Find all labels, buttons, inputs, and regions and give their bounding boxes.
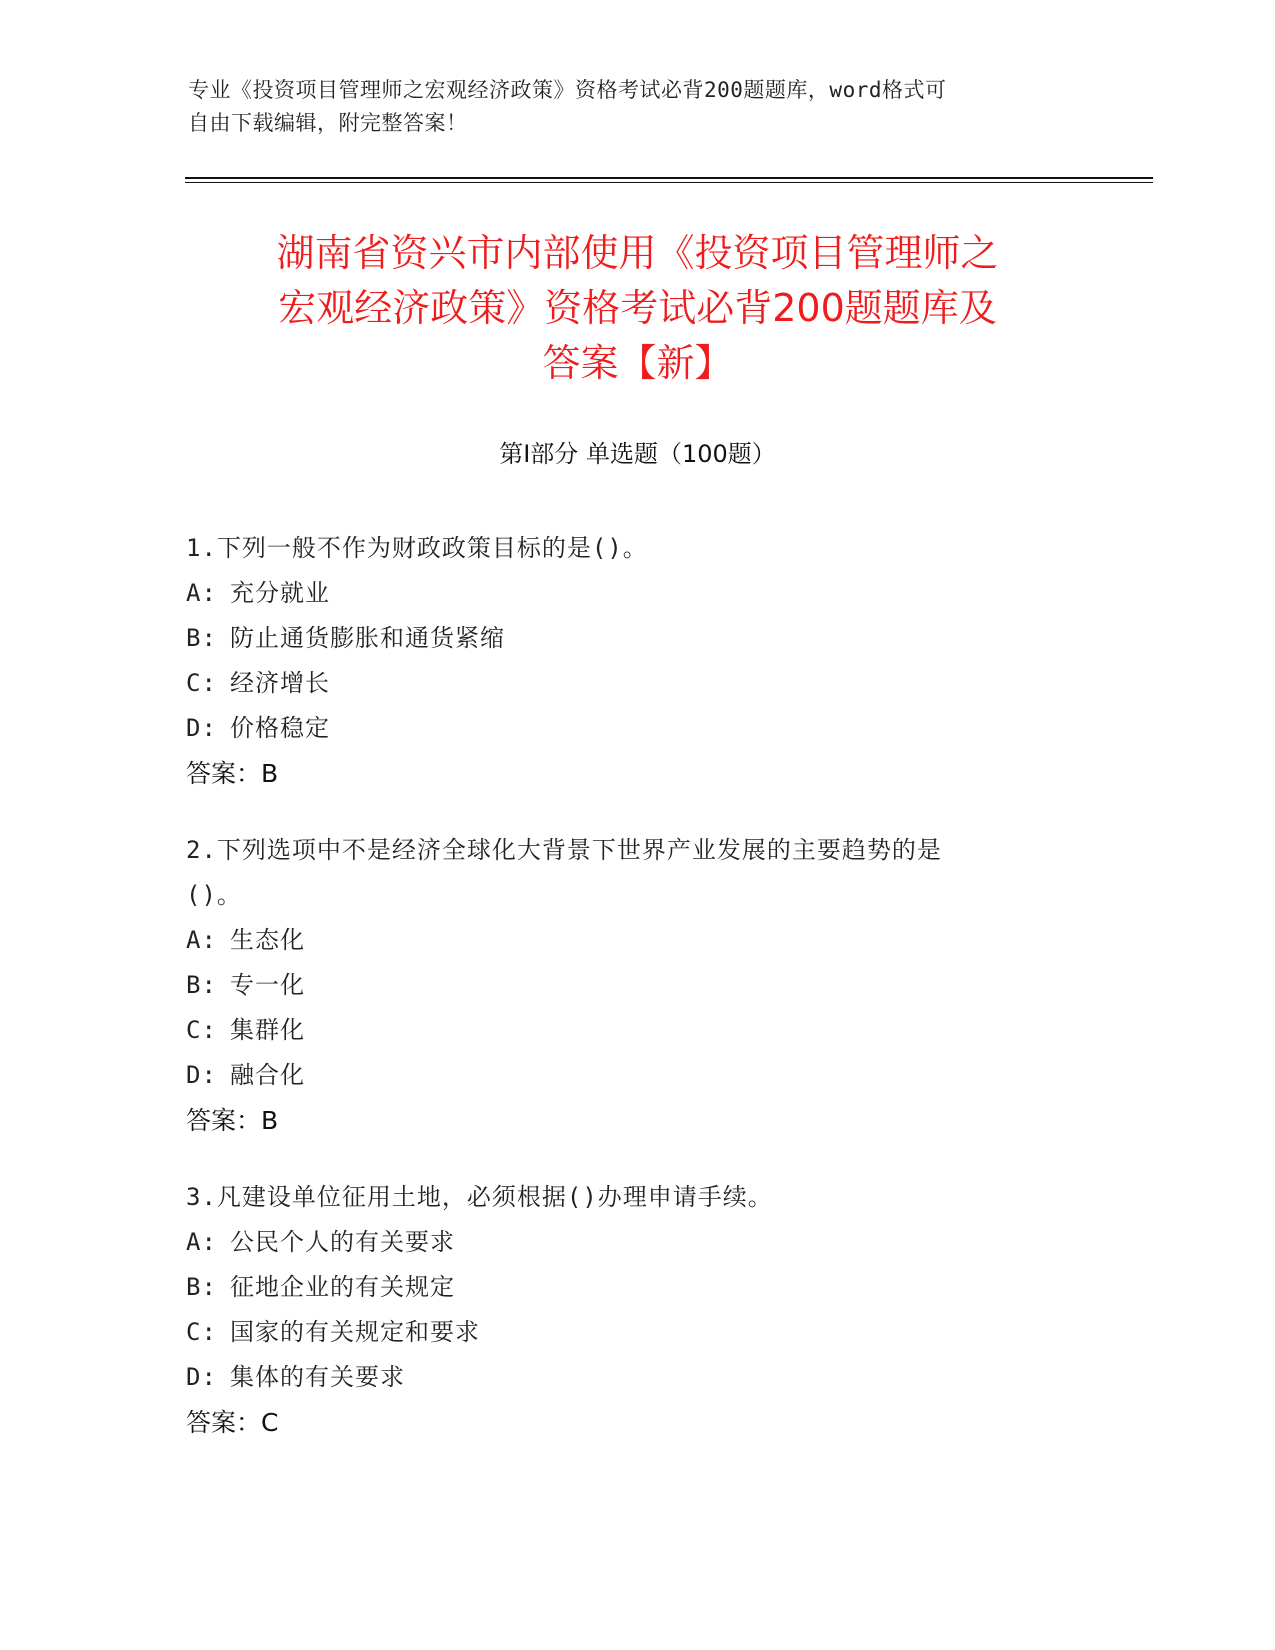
option-key: C:	[186, 1318, 217, 1346]
option-key: D:	[186, 1363, 217, 1391]
header-divider-thin	[185, 182, 1153, 183]
question-item	[186, 526, 1066, 796]
option-key: B:	[186, 971, 217, 999]
option-text: 征地企业的有关规定	[230, 1273, 455, 1301]
question-item	[186, 828, 1066, 1143]
option-text: 生态化	[230, 926, 305, 954]
option-text: 经济增长	[230, 669, 330, 697]
question-stem: 2.下列选项中不是经济全球化大背景下世界产业发展的主要趋势的是	[186, 836, 942, 864]
section-heading: 第Ⅰ部分 单选题（100题）	[499, 440, 776, 468]
question-stem: 3.凡建设单位征用土地，必须根据()办理申请手续。	[186, 1183, 773, 1211]
option-key: D:	[186, 714, 217, 742]
option-a	[186, 571, 1066, 616]
option-b	[186, 963, 1066, 1008]
option-key: A:	[186, 926, 217, 954]
option-text: 充分就业	[230, 579, 330, 607]
option-d	[186, 706, 1066, 751]
option-c	[186, 661, 1066, 706]
question-stem: 1.下列一般不作为财政政策目标的是()。	[186, 534, 648, 562]
option-b	[186, 616, 1066, 661]
option-key: C:	[186, 1016, 217, 1044]
option-c	[186, 1310, 1066, 1355]
option-text: 集体的有关要求	[230, 1363, 405, 1391]
header-note-line-2: 自由下载编辑，附完整答案！	[188, 111, 468, 135]
option-text: 公民个人的有关要求	[230, 1228, 455, 1256]
header-divider-thick	[185, 177, 1153, 179]
option-key: B:	[186, 624, 217, 652]
option-text: 防止通货膨胀和通货紧缩	[230, 624, 505, 652]
header-note-line-1: 专业《投资项目管理师之宏观经济政策》资格考试必背200题题库，word格式可	[188, 78, 947, 102]
option-key: A:	[186, 1228, 217, 1256]
option-key: B:	[186, 1273, 217, 1301]
answer-line: 答案：C	[186, 1408, 279, 1437]
question-item	[186, 1175, 1066, 1445]
option-text: 价格稳定	[230, 714, 330, 742]
option-text: 国家的有关规定和要求	[230, 1318, 480, 1346]
option-text: 融合化	[230, 1061, 305, 1089]
option-key: A:	[186, 579, 217, 607]
document-title-line-3: 答案【新】	[542, 341, 733, 385]
option-key: D:	[186, 1061, 217, 1089]
option-text: 专一化	[230, 971, 305, 999]
option-b	[186, 1265, 1066, 1310]
option-a	[186, 1220, 1066, 1265]
document-title	[190, 226, 1085, 391]
option-a	[186, 918, 1066, 963]
option-d	[186, 1053, 1066, 1098]
answer-line: 答案：B	[186, 759, 279, 788]
question-list	[186, 526, 1066, 1477]
option-text: 集群化	[230, 1016, 305, 1044]
question-stem-continued: ()。	[186, 881, 242, 909]
option-c	[186, 1008, 1066, 1053]
document-title-line-1: 湖南省资兴市内部使用《投资项目管理师之	[276, 231, 999, 275]
option-key: C:	[186, 669, 217, 697]
header-note	[188, 74, 1088, 140]
option-d	[186, 1355, 1066, 1400]
answer-line: 答案：B	[186, 1106, 279, 1135]
document-title-line-2: 宏观经济政策》资格考试必背200题题库及	[278, 286, 997, 330]
